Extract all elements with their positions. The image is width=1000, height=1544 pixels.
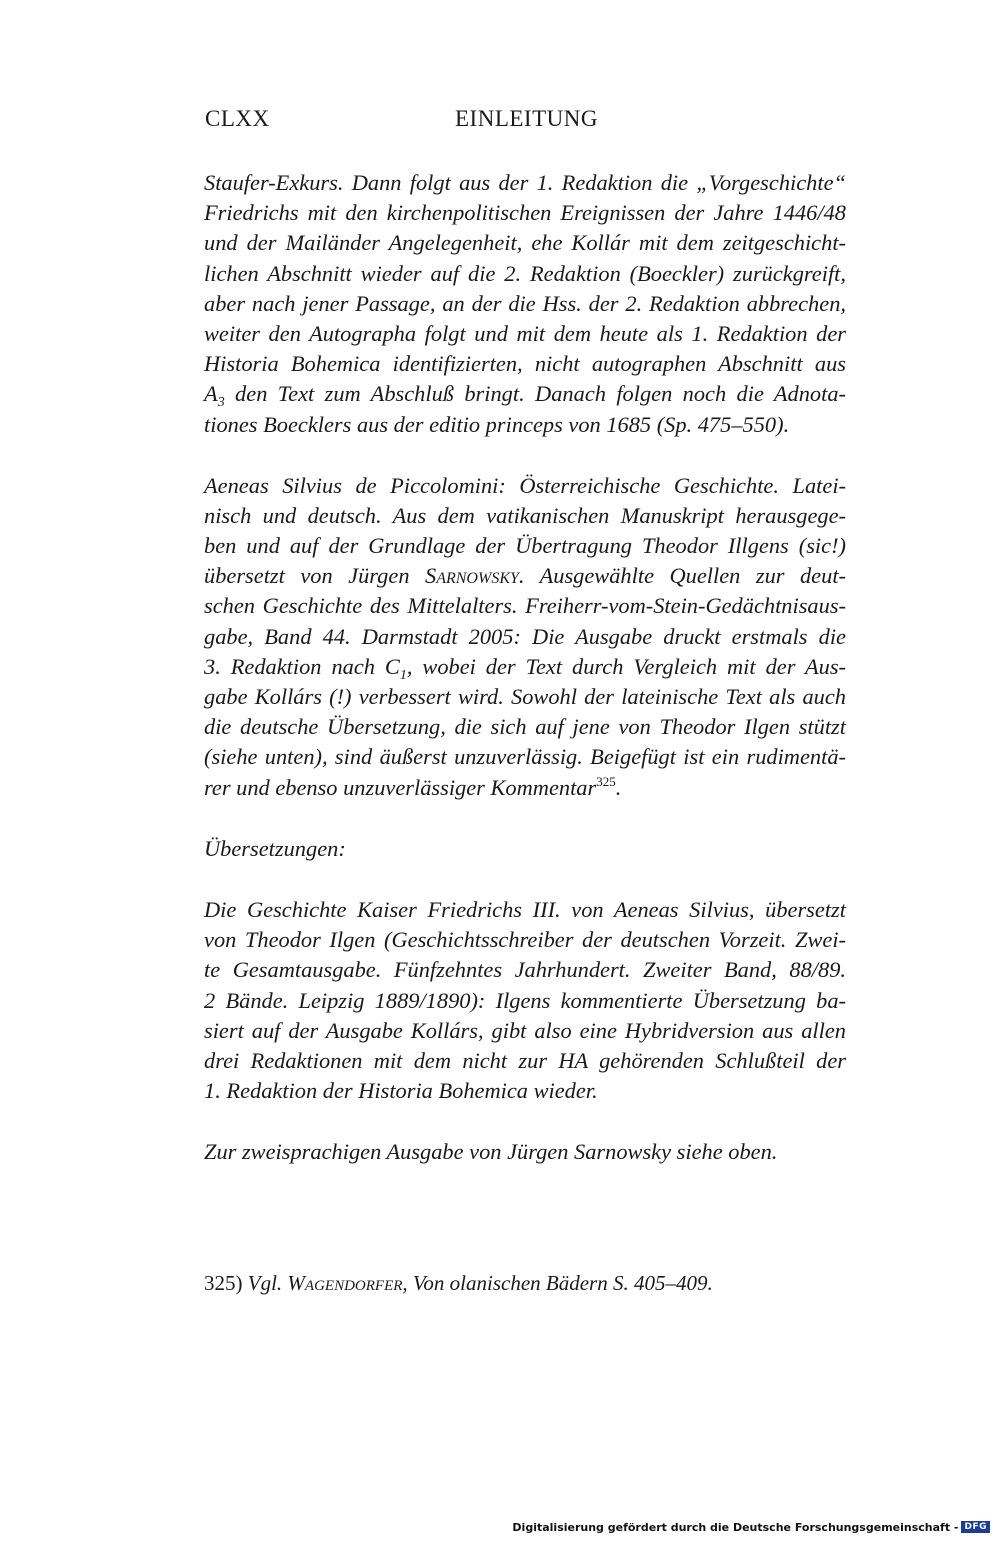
main-text	[204, 168, 846, 1167]
line-segment: übersetzt von Jürgen	[204, 563, 426, 589]
text-line: ben und auf der Grundlage der Übertragung Theodor Illgens (sic!)	[204, 533, 846, 559]
footnote-ref: 325	[596, 773, 616, 789]
author-name: Sarnowsky	[425, 563, 519, 589]
line-segment: den Text zum Abschluß bringt. Danach folgen noch die Adnota-	[224, 381, 846, 407]
text-line: die deutsche Übersetzung, die sich auf jene von Theodor Ilgen stützt	[204, 714, 846, 740]
footnote-number: 325)	[204, 1271, 243, 1295]
text-line: schen Geschichte des Mittelalters. Freiherr-vom-Stein-Gedächtnisaus-	[204, 593, 846, 619]
paragraph-2	[204, 471, 846, 803]
line-segment: A	[204, 381, 218, 407]
text-line: lichen Abschnitt wieder auf die 2. Redaktion (Boeckler) zurückgreift,	[204, 260, 846, 286]
text-line: Aeneas Silvius de Piccolomini: Österreichische Geschichte. Latei-	[204, 472, 846, 498]
text-line: tiones Boecklers aus der editio princeps von 1685 (Sp. 475–550).	[204, 411, 790, 437]
text-line: und der Mailänder Angelegenheit, ehe Kollár mit dem zeitgeschicht-	[204, 230, 846, 256]
text-line: (siehe unten), sind äußerst unzuverlässig. Beigefügt ist ein rudimentä-	[204, 744, 846, 770]
text-line: weiter den Autographa folgt und mit dem heute als 1. Redaktion der	[204, 320, 846, 346]
line-segment: , wobei der Text durch Vergleich mit der Aus-	[406, 653, 846, 679]
text-line: Friedrichs mit den kirchenpolitischen Ereignissen der Jahre 1446/48	[204, 200, 846, 226]
text-line: von Theodor Ilgen (Geschichtsschreiber der deutschen Vorzeit. Zwei-	[204, 927, 846, 953]
dfg-logo-icon: DFG	[961, 1521, 990, 1533]
subscript: 3	[217, 395, 225, 411]
paragraph-1	[204, 168, 846, 440]
text-line: gabe, Band 44. Darmstadt 2005: Die Ausgabe druckt erstmals die	[204, 623, 846, 649]
text-line: te Gesamtausgabe. Fünfzehntes Jahrhundert. Zweiter Band, 88/89.	[204, 957, 846, 983]
footnote-vgl: Vgl.	[247, 1271, 288, 1295]
text-line	[204, 561, 846, 591]
subscript: 1	[399, 667, 407, 683]
digitization-credit	[512, 1518, 990, 1536]
text-line: Staufer-Exkurs. Dann folgt aus der 1. Redaktion die „Vorgeschichte“	[204, 170, 846, 195]
text-line	[204, 379, 846, 409]
text-line: 2 Bände. Leipzig 1889/1890): Ilgens kommentierte Übersetzung ba-	[204, 987, 846, 1013]
page-header	[205, 106, 805, 142]
text-line: Historia Bohemica identifizierten, nicht autographen Abschnitt aus	[204, 351, 846, 377]
line-segment: . Ausgewählte Quellen zur deut-	[518, 563, 846, 589]
credit-text: Digitalisierung gefördert durch die Deutsche Forschungsgemeinschaft -	[512, 1520, 959, 1534]
text-line	[204, 773, 846, 803]
text-line: aber nach jener Passage, an der die Hss. der 2. Redaktion abbrechen,	[204, 290, 846, 316]
footnote-author: Wagendorfer	[287, 1271, 403, 1295]
text-line: Die Geschichte Kaiser Friedrichs III. von Aeneas Silvius, übersetzt	[204, 896, 846, 922]
text-line	[204, 652, 846, 682]
section-heading: Übersetzungen:	[204, 835, 346, 861]
line-segment: .	[615, 774, 622, 800]
text-line: nisch und deutsch. Aus dem vatikanischen Manuskript herausgege-	[204, 502, 846, 528]
text-line: gabe Kollárs (!) verbessert wird. Sowohl der lateinische Text als auch	[204, 684, 846, 709]
page-number: CLXX	[205, 106, 270, 131]
line-segment: 3. Redaktion nach C	[204, 653, 400, 679]
footnote-text: , Von olanischen Bädern S. 405–409.	[402, 1271, 713, 1295]
paragraph-3	[204, 895, 846, 1106]
paragraph-4: Zur zweisprachigen Ausgabe von Jürgen Sarnowsky siehe oben.	[204, 1139, 778, 1165]
text-line: siert auf der Ausgabe Kollárs, gibt also eine Hybridversion aus allen	[204, 1017, 846, 1043]
text-line: 1. Redaktion der Historia Bohemica wieder.	[204, 1078, 598, 1104]
line-segment: rer und ebenso unzuverlässiger Kommentar	[204, 774, 597, 800]
running-title: EINLEITUNG	[455, 106, 598, 131]
footnote	[204, 1271, 713, 1296]
text-line: drei Redaktionen mit dem nicht zur HA gehörenden Schlußteil der	[204, 1047, 846, 1073]
